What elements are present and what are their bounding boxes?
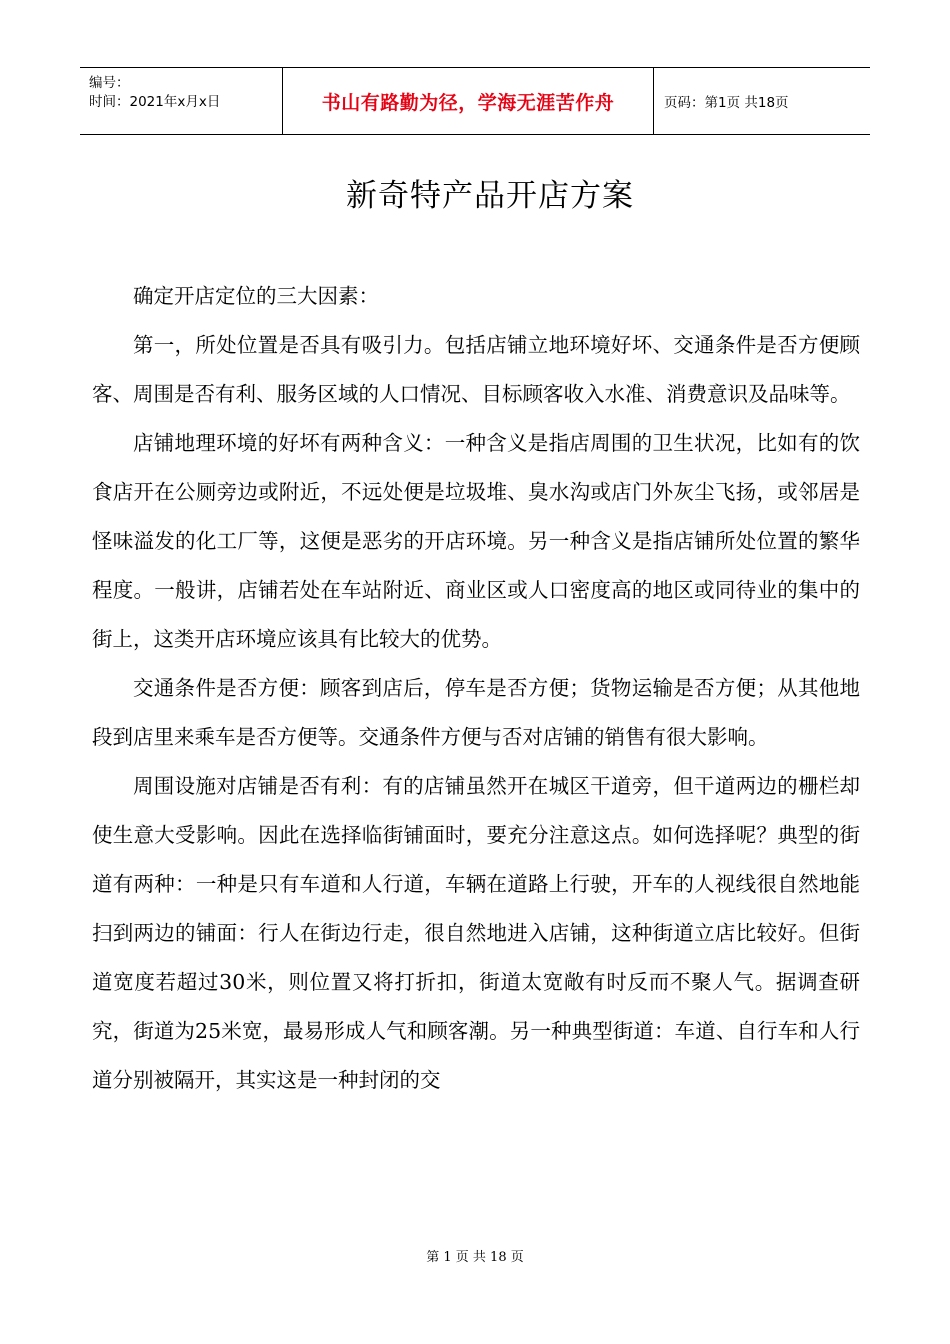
document-title: 新奇特产品开店方案 [346, 178, 634, 214]
paragraph: 店铺地理环境的好坏有两种含义：一种含义是指店周围的卫生状况，比如有的饮食店开在公厕旁边或附近，不远处便是垃圾堆、臭水沟或店门外灰尘飞扬，或邻居是怪味溢发的化工厂等，这便是恶劣的开店环境。另一种含义是指店铺所处位置的繁华程度。一般讲，店铺若处在车站附近、商业区或人口密度高的地区或同待业的集中的街上，这类开店环境应该具有比较大的优势。 [92, 431, 860, 651]
document-body [92, 272, 860, 1105]
paragraph: 第一，所处位置是否具有吸引力。包括店铺立地环境好坏、交通条件是否方便顾客、周围是否有利、服务区域的人口情况、目标顾客收入水准、消费意识及品味等。 [92, 333, 860, 406]
header-page-info [654, 68, 870, 134]
paragraph: 交通条件是否方便：顾客到店后，停车是否方便；货物运输是否方便；从其他地段到店里来乘车是否方便等。交通条件方便与否对店铺的销售有很大影响。 [92, 676, 860, 749]
document-number-label: 编号： [89, 75, 130, 91]
page-info-text: 页码：第1页 共18页 [664, 95, 789, 111]
paragraph: 确定开店定位的三大因素： [133, 284, 379, 308]
header-meta [80, 68, 282, 134]
document-header [80, 67, 870, 135]
paragraph: 周围设施对店铺是否有利：有的店铺虽然开在城区干道旁，但干道两边的栅栏却使生意大受影响。因此在选择临街铺面时，要充分注意这点。如何选择呢？典型的街道有两种：一种是只有车道和人行道，车辆在道路上行驶，开车的人视线很自然地能扫到两边的铺面：行人在街边行走，很自然地进入店铺，这种街道立店比较好。但街道宽度若超过30米，则位置又将打折扣，街道太宽敞有时反而不聚人气。据调查研究，街道为25米宽，最易形成人气和顾客潮。另一种典型街道：车道、自行车和人行道分别被隔开，其实这是一种封闭的交 [92, 774, 860, 1092]
document-time-label: 时间：2021年x月x日 [89, 94, 221, 110]
footer-page-number: 第 1 页 共 18 页 [426, 1250, 524, 1265]
header-motto [282, 68, 654, 134]
motto-text: 书山有路勤为径，学海无涯苦作舟 [321, 91, 615, 114]
page-footer [0, 1246, 950, 1265]
